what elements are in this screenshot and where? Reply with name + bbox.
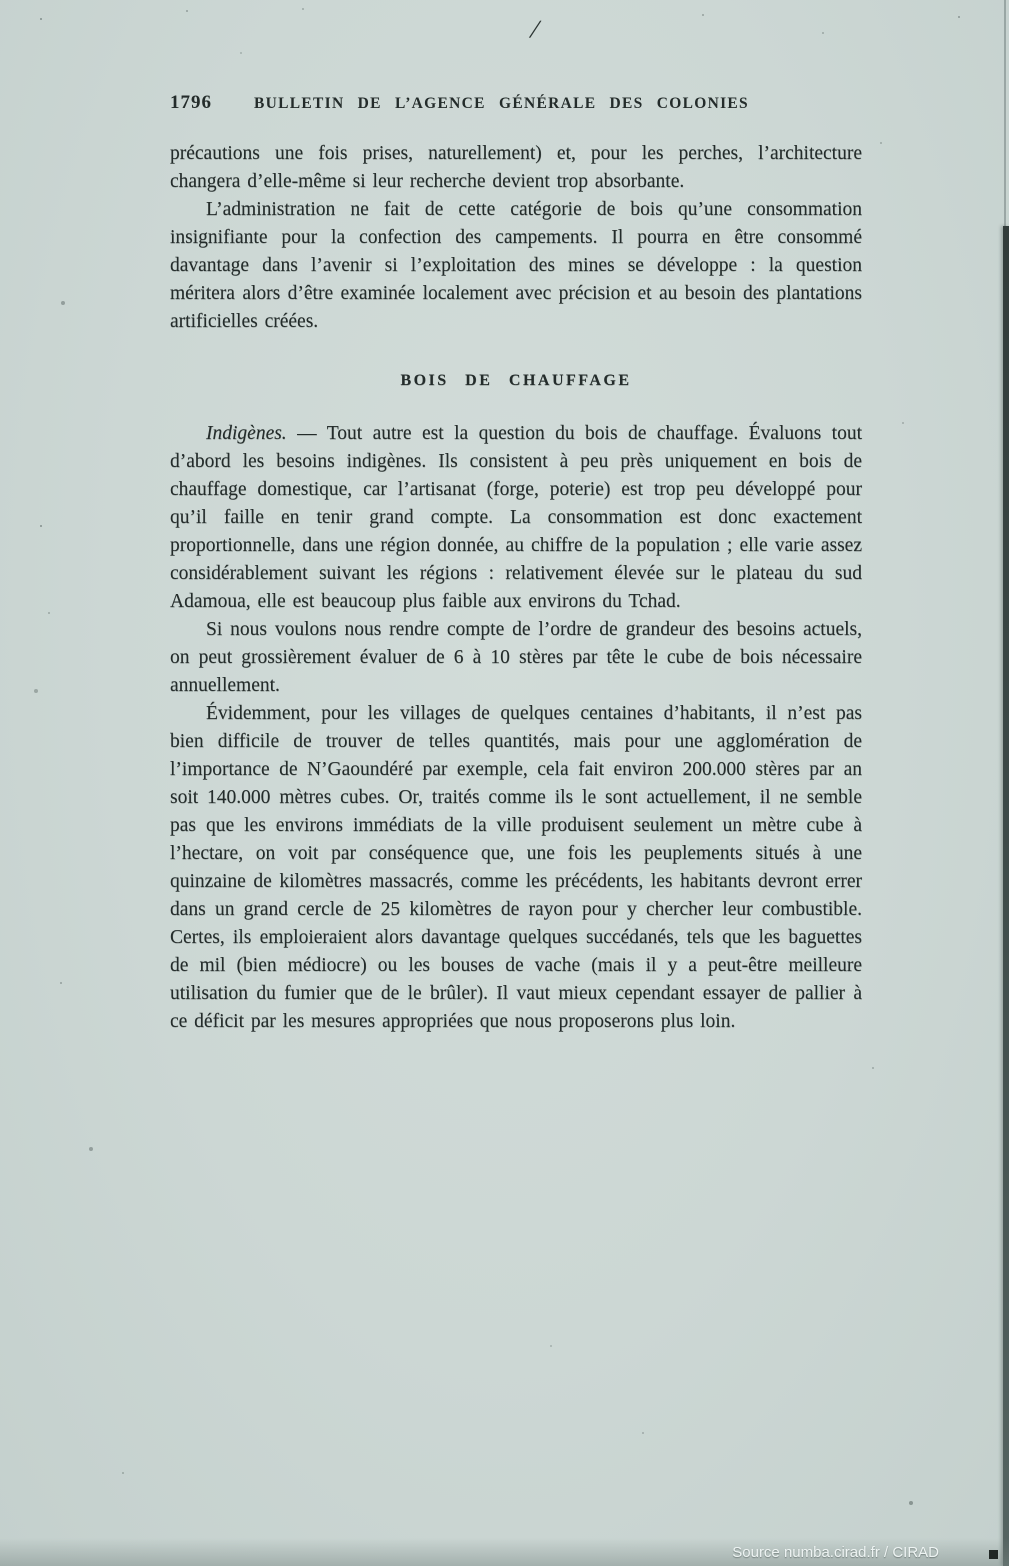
paragraph: L’administration ne fait de cette catégorie de bois qu’une consommation insignifiante pour la confection des campements. Il pourra en être consommé davantage dans l’avenir si l’exploitation des mines se développe : la question méritera alors d’être examinée localement avec précision et au besoin des plantations artificielles créées.: [170, 199, 862, 332]
paragraph: Si nous voulons nous rendre compte de l’ordre de grandeur des besoins actuels, on peut grossièrement évaluer de 6 à 10 stères par tête le cube de bois nécessaire annuellement.: [170, 619, 862, 696]
paragraph-continuation: précautions une fois prises, naturellement) et, pour les perches, l’architecture changera d’elle-même si leur recherche devient trop absorbante.: [170, 143, 862, 192]
source-footer-bar: [0, 1538, 1009, 1566]
paragraph-lead-italic: Indigènes.: [206, 423, 287, 444]
page-content: [170, 92, 862, 1036]
source-credit: Source numba.cirad.fr / CIRAD: [732, 1543, 939, 1561]
paragraph: Évidemment, pour les villages de quelques centaines d’habitants, il n’est pas bien difficile de trouver de telles quantités, mais pour une agglomération de l’importance de N’Gaoundéré par exemple, cela fait environ 200.000 stères par an soit 140.000 mètres cubes. Or, traités comme ils le sont actuellement, il ne semble pas que les environs immédiats de la ville produisent seulement un mètre cube à l’hectare, on voit par conséquence que, une fois les peuplements situés à une quinzaine de kilomètres massacrés, comme les précédents, les habitants devront errer dans un grand cercle de 25 kilomètres de rayon pour y chercher leur combustible. Certes, ils emploieraient alors davantage quelques succédanés, tels que les baguettes de mil (bien médiocre) ou les bouses de vache (mais il y a peut-être meilleure utilisation du fumier que de le brûler). Il vaut mieux cependant essayer de pallier à ce déficit par les mesures appropriées que nous proposerons plus loin.: [170, 703, 862, 1032]
paragraph-text: — Tout autre est la question du bois de chauffage. Évaluons tout d’abord les besoins indigènes. Ils consistent à peu près uniquement en bois de chauffage domestique, car l’artisanat (forge, poterie) est trop peu développé pour qu’il faille en tenir grand compte. La consommation est donc exactement proportionnelle, dans une région donnée, au chiffre de la population ; elle varie assez considérablement suivant les régions : relativement élevée sur le plateau du sud Adamoua, elle est beaucoup plus faible aux environs du Tchad.: [170, 423, 862, 612]
scan-corner-mark: [989, 1550, 998, 1559]
page-edge-shadow-top: [1004, 0, 1006, 226]
page-edge-shadow: [1003, 226, 1009, 1566]
journal-title: BULLETIN DE L’AGENCE GÉNÉRALE DES COLONIES: [254, 95, 749, 112]
paragraph: [170, 420, 862, 616]
body-text: [170, 140, 862, 1036]
running-header: [170, 92, 862, 114]
section-heading: BOIS DE CHAUFFAGE: [400, 372, 632, 389]
scan-artifact-mark: /: [529, 13, 541, 45]
page-number: 1796: [170, 92, 212, 113]
